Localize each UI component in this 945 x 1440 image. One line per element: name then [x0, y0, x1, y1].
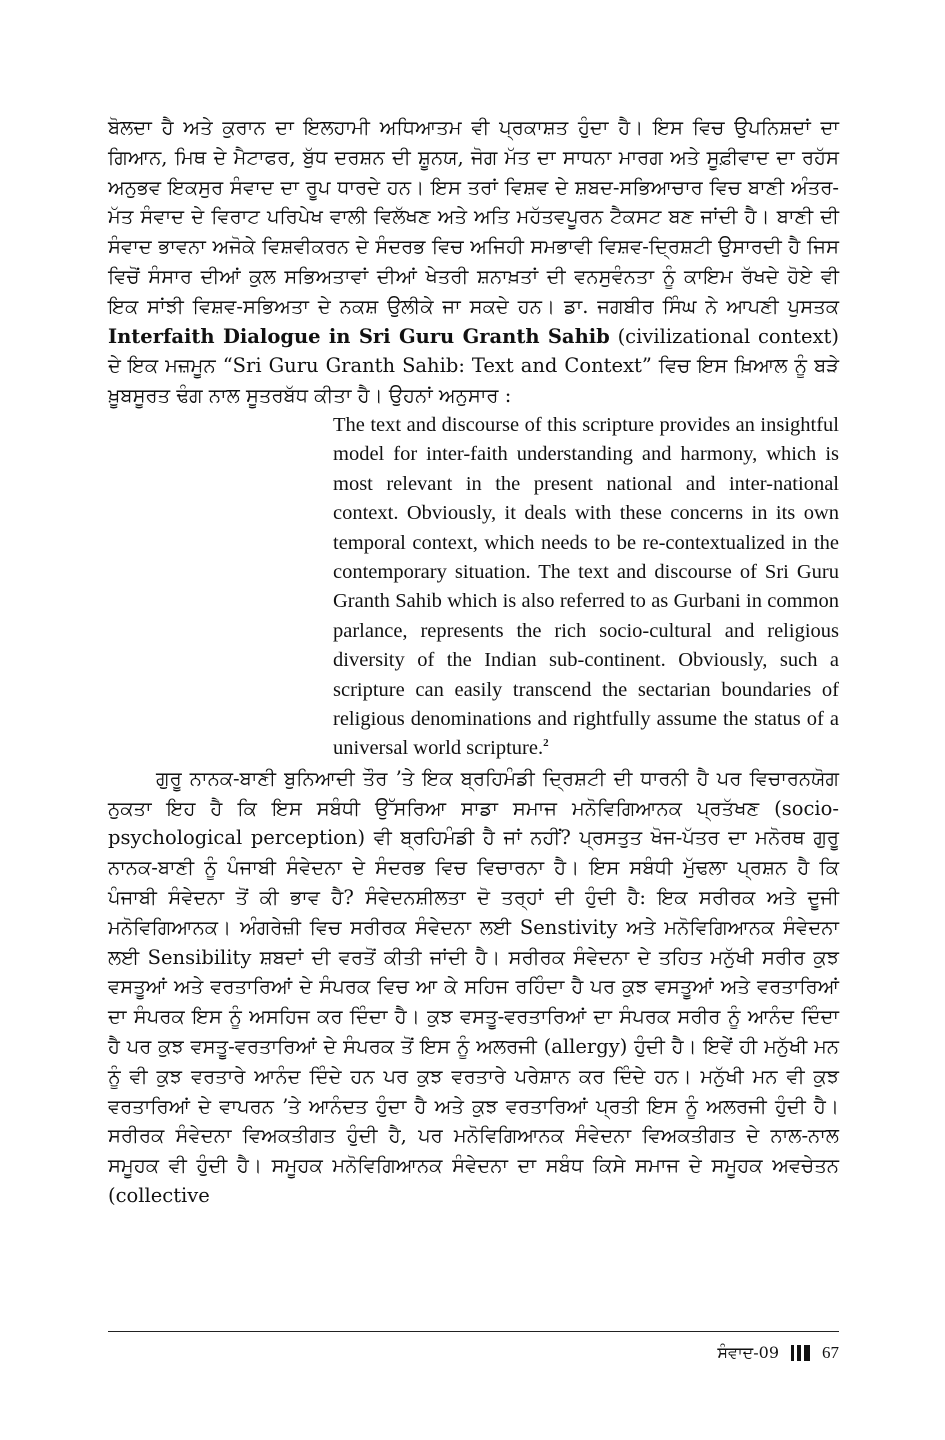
bars-ornament-icon [791, 1345, 810, 1361]
body-text [108, 113, 839, 1211]
page-number: 67 [822, 1343, 839, 1362]
paragraph-main: ਗੁਰੂ ਨਾਨਕ-ਬਾਣੀ ਬੁਨਿਆਦੀ ਤੌਰ ’ਤੇ ਇਕ ਬ੍ਰਹਿਮੰਡੀ ਦ੍ਰਿਸ਼ਟੀ ਦੀ ਧਾਰਨੀ ਹੈ ਪਰ ਵਿਚਾਰਨਯੋਗ ਨੁਕਤਾ ਇਹ ਹੈ ਕਿ ਇਸ ਸਬੰਧੀ ਉੱਸਰਿਆ ਸਾਡਾ ਸਮਾਜ ਮਨੋਵਿਗਿਆਨਕ ਪ੍ਰਤੱਖਣ (socio-psychological perception) ਵੀ ਬ੍ਰਹਿਮੰਡੀ ਹੈ ਜਾਂ ਨਹੀਂ? ਪ੍ਰਸਤੁਤ ਖੋਜ-ਪੱਤਰ ਦਾ ਮਨੋਰਥ ਗੁਰੂ ਨਾਨਕ-ਬਾਣੀ ਨੂੰ ਪੰਜਾਬੀ ਸੰਵੇਦਨਾ ਦੇ ਸੰਦਰਭ ਵਿਚ ਵਿਚਾਰਨਾ ਹੈ। ਇਸ ਸਬੰਧੀ ਮੁੱਢਲਾ ਪ੍ਰਸ਼ਨ ਹੈ ਕਿ ਪੰਜਾਬੀ ਸੰਵੇਦਨਾ ਤੋਂ ਕੀ ਭਾਵ ਹੈ? ਸੰਵੇਦਨਸ਼ੀਲਤਾ ਦੋ ਤਰ੍ਹਾਂ ਦੀ ਹੁੰਦੀ ਹੈ: ਇਕ ਸਰੀਰਕ ਅਤੇ ਦੂਜੀ ਮਨੋਵਿਗਿਆਨਕ। ਅੰਗਰੇਜ਼ੀ ਵਿਚ ਸਰੀਰਕ ਸੰਵੇਦਨਾ ਲਈ Senstivity ਅਤੇ ਮਨੋਵਿਗਿਆਨਕ ਸੰਵੇਦਨਾ ਲਈ Sensibility ਸ਼ਬਦਾਂ ਦੀ ਵਰਤੋਂ ਕੀਤੀ ਜਾਂਦੀ ਹੈ। ਸਰੀਰਕ ਸੰਵੇਦਨਾ ਦੇ ਤਹਿਤ ਮਨੁੱਖੀ ਸਰੀਰ ਕੁਝ ਵਸਤੂਆਂ ਅਤੇ ਵਰਤਾਰਿਆਂ ਦੇ ਸੰਪਰਕ ਵਿਚ ਆ ਕੇ ਸਹਿਜ ਰਹਿੰਦਾ ਹੈ ਪਰ ਕੁਝ ਵਸਤੂਆਂ ਅਤੇ ਵਰਤਾਰਿਆਂ ਦਾ ਸੰਪਰਕ ਇਸ ਨੂੰ ਅਸਹਿਜ ਕਰ ਦਿੰਦਾ ਹੈ। ਕੁਝ ਵਸਤੂ-ਵਰਤਾਰਿਆਂ ਦਾ ਸੰਪਰਕ ਸਰੀਰ ਨੂੰ ਆਨੰਦ ਦਿੰਦਾ ਹੈ ਪਰ ਕੁਝ ਵਸਤੂ-ਵਰਤਾਰਿਆਂ ਦੇ ਸੰਪਰਕ ਤੋਂ ਇਸ ਨੂੰ ਅਲਰਜੀ (allergy) ਹੁੰਦੀ ਹੈ। ਇਵੇਂ ਹੀ ਮਨੁੱਖੀ ਮਨ ਨੂੰ ਵੀ ਕੁਝ ਵਰਤਾਰੇ ਆਨੰਦ ਦਿੰਦੇ ਹਨ ਪਰ ਕੁਝ ਵਰਤਾਰੇ ਪਰੇਸ਼ਾਨ ਕਰ ਦਿੰਦੇ ਹਨ। ਮਨੁੱਖੀ ਮਨ ਵੀ ਕੁਝ ਵਰਤਾਰਿਆਂ ਦੇ ਵਾਪਰਨ ’ਤੇ ਆਨੰਦਤ ਹੁੰਦਾ ਹੈ ਅਤੇ ਕੁਝ ਵਰਤਾਰਿਆਂ ਪ੍ਰਤੀ ਇਸ ਨੂੰ ਅਲਰਜੀ ਹੁੰਦੀ ਹੈ। ਸਰੀਰਕ ਸੰਵੇਦਨਾ ਵਿਅਕਤੀਗਤ ਹੁੰਦੀ ਹੈ, ਪਰ ਮਨੋਵਿਗਿਆਨਕ ਸੰਵੇਦਨਾ ਵਿਅਕਤੀਗਤ ਦੇ ਨਾਲ-ਨਾਲ ਸਮੂਹਕ ਵੀ ਹੁੰਦੀ ਹੈ। ਸਮੂਹਕ ਮਨੋਵਿਗਿਆਨਕ ਸੰਵੇਦਨਾ ਦਾ ਸਬੰਧ ਕਿਸੇ ਸਮਾਜ ਦੇ ਸਮੂਹਕ ਅਵਚੇਤਨ (collective [108, 766, 839, 1207]
footer-rule [108, 1331, 839, 1332]
paragraph-intro [108, 113, 839, 411]
footnote-marker: 2 [543, 737, 549, 750]
paragraph-intro-continuation: (civilizational context) ਦੇ ਇਕ ਮਜ਼ਮੂਨ “Sri Guru Granth Sahib: Text and Context” ਵਿਚ ਇਸ ਖ਼ਿਆਲ ਨੂੰ ਬੜੇ ਖ਼ੂਬਸੂਰਤ ਢੰਗ ਨਾਲ ਸੂਤਰਬੱਧ ਕੀਤਾ ਹੈ। ਉਹਨਾਂ ਅਨੁਸਾਰ : [108, 324, 839, 408]
journal-name: ਸੰਵਾਦ-09 [717, 1343, 779, 1362]
block-quote [333, 411, 839, 764]
page-footer [717, 1343, 839, 1363]
block-quote-text: The text and discourse of this scripture provides an insightful model for inter-faith understanding and harmony, which is most relevant in the present national and inter-national context. Obviously, it deals with these concerns in its own temporal context, which needs to be re-contextualized in the contemporary situation. The text and discourse of Sri Guru Granth Sahib which is also referred to as Gurbani in common parlance, represents the rich socio-cultural and religious diversity of the Indian sub-continent. Obviously, such a scripture can easily transcend the sectarian boundaries of religious denominations and rightfully assume the status of a universal world scripture. [333, 413, 839, 760]
paragraph-intro-text: ਬੋਲਦਾ ਹੈ ਅਤੇ ਕੁਰਾਨ ਦਾ ਇਲਹਾਮੀ ਅਧਿਆਤਮ ਵੀ ਪ੍ਰਕਾਸ਼ਤ ਹੁੰਦਾ ਹੈ। ਇਸ ਵਿਚ ਉਪਨਿਸ਼ਦਾਂ ਦਾ ਗਿਆਨ, ਮਿਥ ਦੇ ਮੈਟਾਫਰ, ਬੁੱਧ ਦਰਸ਼ਨ ਦੀ ਸ਼ੂਨਯ, ਜੋਗ ਮੱਤ ਦਾ ਸਾਧਨਾ ਮਾਰਗ ਅਤੇ ਸੂਫ਼ੀਵਾਦ ਦਾ ਰਹੱਸ ਅਨੁਭਵ ਇਕਸੁਰ ਸੰਵਾਦ ਦਾ ਰੂਪ ਧਾਰਦੇ ਹਨ। ਇਸ ਤਰਾਂ ਵਿਸ਼ਵ ਦੇ ਸ਼ਬਦ-ਸਭਿਆਚਾਰ ਵਿਚ ਬਾਣੀ ਅੰਤਰ-ਮੱਤ ਸੰਵਾਦ ਦੇ ਵਿਰਾਟ ਪਰਿਪੇਖ ਵਾਲੀ ਵਿਲੱਖਣ ਅਤੇ ਅਤਿ ਮਹੱਤਵਪੂਰਨ ਟੈਕਸਟ ਬਣ ਜਾਂਦੀ ਹੈ। ਬਾਣੀ ਦੀ ਸੰਵਾਦ ਭਾਵਨਾ ਅਜੋਕੇ ਵਿਸ਼ਵੀਕਰਨ ਦੇ ਸੰਦਰਭ ਵਿਚ ਅਜਿਹੀ ਸਮਭਾਵੀ ਵਿਸ਼ਵ-ਦ੍ਰਿਸ਼ਟੀ ਉਸਾਰਦੀ ਹੈ ਜਿਸ ਵਿਚੋਂ ਸੰਸਾਰ ਦੀਆਂ ਕੁਲ ਸਭਿਅਤਾਵਾਂ ਦੀਆਂ ਖੇਤਰੀ ਸ਼ਨਾਖ਼ਤਾਂ ਦੀ ਵਨਸੁਵੰਨਤਾ ਨੂੰ ਕਾਇਮ ਰੱਖਦੇ ਹੋਏ ਵੀ ਇਕ ਸਾਂਝੀ ਵਿਸ਼ਵ-ਸਭਿਅਤਾ ਦੇ ਨਕਸ਼ ਉਲੀਕੇ ਜਾ ਸਕਦੇ ਹਨ। ਡਾ. ਜਗਬੀਰ ਸਿੰਘ ਨੇ ਆਪਣੀ ਪੁਸਤਕ [108, 116, 839, 318]
book-title: Interfaith Dialogue in Sri Guru Granth Sahib [108, 324, 610, 348]
